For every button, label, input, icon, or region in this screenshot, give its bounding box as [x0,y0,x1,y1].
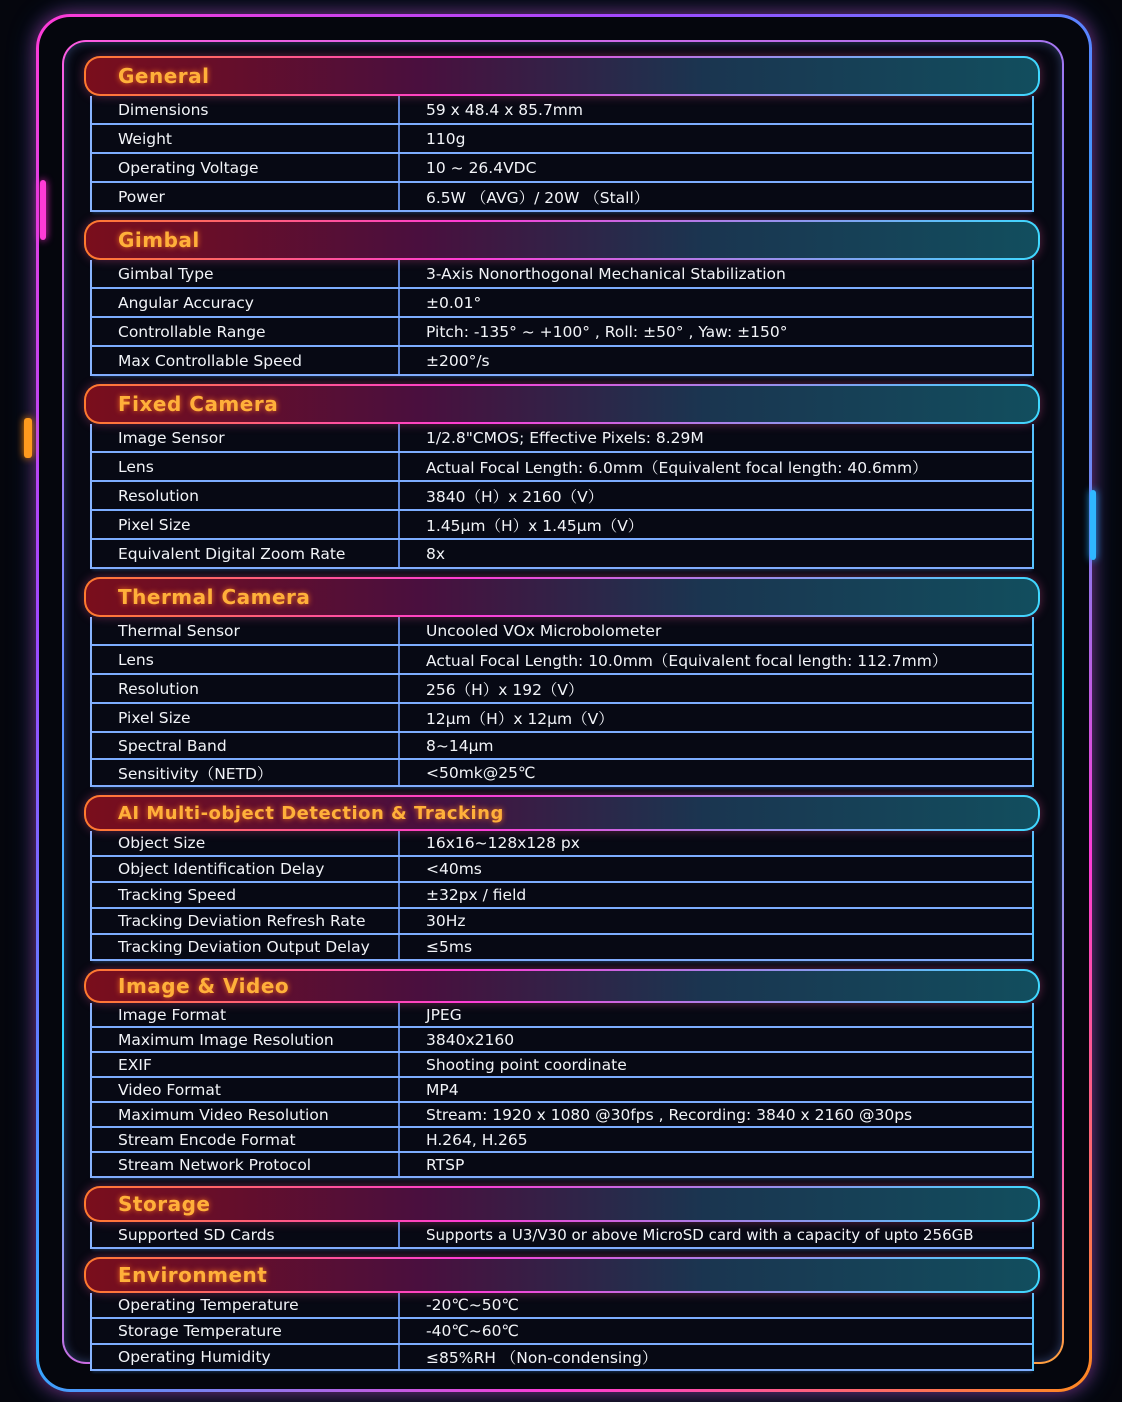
left-pink-accent [40,180,46,240]
section-title: AI Multi-object Detection & Tracking [118,802,504,824]
section-header [84,1257,1040,1293]
spec-label: Pixel Size [92,704,400,731]
spec-value: 3840x2160 [426,1030,515,1049]
spec-value: 30Hz [426,912,466,930]
section-header [84,220,1040,260]
spec-value: Pitch: -135° ~ +100° , Roll: ±50° , Yaw: ±150° [426,322,788,341]
section-rows [90,1003,1034,1178]
section-title: Gimbal [118,228,200,252]
right-blue-accent [1090,490,1096,560]
spec-value: 6.5W （AVG）/ 20W （Stall） [426,188,650,207]
spec-label: Tracking Speed [92,883,400,907]
section-header [84,1186,1040,1222]
spec-row [92,1319,1032,1345]
section-header [84,384,1040,424]
spec-value: 12μm（H）x 12μm（V） [426,709,614,728]
spec-row [92,646,1032,675]
section-header [84,56,1040,96]
spec-label: Controllable Range [92,318,400,345]
section-header [84,795,1040,831]
section-rows [90,831,1034,961]
spec-label: Object Identification Delay [92,857,400,881]
spec-row [92,704,1032,733]
spec-label: Sensitivity（NETD） [92,760,400,785]
spec-label: Dimensions [92,96,400,123]
spec-value: Uncooled VOx Microbolometer [426,621,662,640]
spec-value: ±200°/s [426,351,490,370]
spec-value: 3-Axis Nonorthogonal Mechanical Stabilization [426,264,786,283]
spec-value: ≤85%RH （Non-condensing） [426,1349,658,1367]
spec-value: Stream: 1920 x 1080 @30fps , Recording: 3840 x 2160 @30ps [426,1105,913,1124]
spec-value: <40ms [426,860,482,878]
section-title: Image & Video [118,974,290,998]
spec-label: Operating Humidity [92,1345,400,1369]
spec-label: Tracking Deviation Output Delay [92,935,400,959]
spec-row [92,1103,1032,1128]
spec-value: Supports a U3/V30 or above MicroSD card with a capacity of upto 256GB [426,1225,974,1244]
spec-row [92,511,1032,540]
spec-row [92,617,1032,646]
section-rows [90,96,1034,212]
spec-label: Resolution [92,482,400,509]
spec-value: ±0.01° [426,293,482,312]
spec-value: 10 ~ 26.4VDC [426,158,537,177]
section-title: Storage [118,1192,211,1216]
spec-label: Image Format [92,1003,400,1026]
spec-row [92,883,1032,909]
spec-label: Storage Temperature [92,1319,400,1343]
spec-value: ±32px / field [426,886,527,904]
left-orange-accent [24,418,32,458]
section-general [84,56,1040,212]
spec-value: 1/2.8"CMOS; Effective Pixels: 8.29M [426,428,704,447]
spec-label: Stream Encode Format [92,1128,400,1151]
section-rows [90,617,1034,787]
section-ai-tracking [84,795,1040,961]
spec-row [92,154,1032,183]
spec-value: 8~14μm [426,736,494,755]
spec-label: Lens [92,453,400,480]
spec-label: Stream Network Protocol [92,1153,400,1176]
spec-value: <50mk@25℃ [426,763,536,782]
spec-label: Power [92,183,400,210]
spec-label: Max Controllable Speed [92,347,400,374]
spec-value: JPEG [426,1005,462,1024]
spec-row [92,760,1032,787]
section-image-video [84,969,1040,1178]
spec-value: RTSP [426,1155,465,1174]
spec-label: Gimbal Type [92,260,400,287]
spec-row [92,733,1032,760]
spec-row [92,1078,1032,1103]
spec-row [92,831,1032,857]
spec-row [92,1293,1032,1319]
spec-row [92,1053,1032,1078]
spec-label: Image Sensor [92,424,400,451]
section-rows [90,260,1034,376]
spec-label: Maximum Video Resolution [92,1103,400,1126]
spec-label: Video Format [92,1078,400,1101]
spec-row [92,347,1032,376]
spec-value: 3840（H）x 2160（V） [426,487,604,506]
spec-label: Resolution [92,675,400,702]
spec-value: 256（H）x 192（V） [426,680,584,699]
spec-row [92,1222,1032,1249]
section-title: Thermal Camera [118,585,311,609]
spec-value: 59 x 48.4 x 85.7mm [426,100,583,119]
spec-label: Equivalent Digital Zoom Rate [92,540,400,567]
spec-row [92,260,1032,289]
spec-row [92,424,1032,453]
spec-label: Operating Temperature [92,1293,400,1317]
spec-row [92,453,1032,482]
spec-label: Supported SD Cards [92,1222,400,1247]
spec-row [92,1153,1032,1178]
spec-value: MP4 [426,1080,459,1099]
section-header [84,969,1040,1003]
spec-row [92,1028,1032,1053]
spec-sheet [84,56,1040,1379]
spec-row [92,1003,1032,1028]
spec-row [92,1128,1032,1153]
spec-value: -40℃~60℃ [426,1322,519,1340]
spec-row [92,96,1032,125]
spec-row [92,675,1032,704]
section-gimbal [84,220,1040,376]
section-title: Environment [118,1263,268,1287]
spec-label: Thermal Sensor [92,617,400,644]
spec-label: Maximum Image Resolution [92,1028,400,1051]
section-thermal-camera [84,577,1040,787]
spec-value: 8x [426,544,446,563]
spec-label: Operating Voltage [92,154,400,181]
spec-label: Lens [92,646,400,673]
section-title: Fixed Camera [118,392,279,416]
section-environment [84,1257,1040,1371]
spec-value: -20℃~50℃ [426,1296,519,1314]
spec-value: 110g [426,129,466,148]
spec-row [92,857,1032,883]
spec-row [92,318,1032,347]
spec-value: 1.45μm（H）x 1.45μm（V） [426,516,644,535]
spec-row [92,909,1032,935]
section-rows [90,1293,1034,1371]
spec-label: Pixel Size [92,511,400,538]
section-rows [90,424,1034,569]
section-rows [90,1222,1034,1249]
spec-value: 16x16~128x128 px [426,834,580,852]
spec-row [92,289,1032,318]
spec-label: Weight [92,125,400,152]
spec-label: Angular Accuracy [92,289,400,316]
spec-label: Object Size [92,831,400,855]
spec-row [92,183,1032,212]
spec-row [92,125,1032,154]
spec-row [92,482,1032,511]
section-header [84,577,1040,617]
section-title: General [118,64,210,88]
spec-row [92,935,1032,961]
section-storage [84,1186,1040,1249]
spec-row [92,1345,1032,1371]
spec-value: H.264, H.265 [426,1130,528,1149]
spec-value: Actual Focal Length: 10.0mm（Equivalent focal length: 112.7mm） [426,651,948,670]
spec-value: Actual Focal Length: 6.0mm（Equivalent focal length: 40.6mm） [426,458,928,477]
spec-value: Shooting point coordinate [426,1055,627,1074]
spec-label: Tracking Deviation Refresh Rate [92,909,400,933]
spec-label: EXIF [92,1053,400,1076]
spec-row [92,540,1032,569]
section-fixed-camera [84,384,1040,569]
spec-value: ≤5ms [426,938,473,956]
spec-label: Spectral Band [92,733,400,758]
